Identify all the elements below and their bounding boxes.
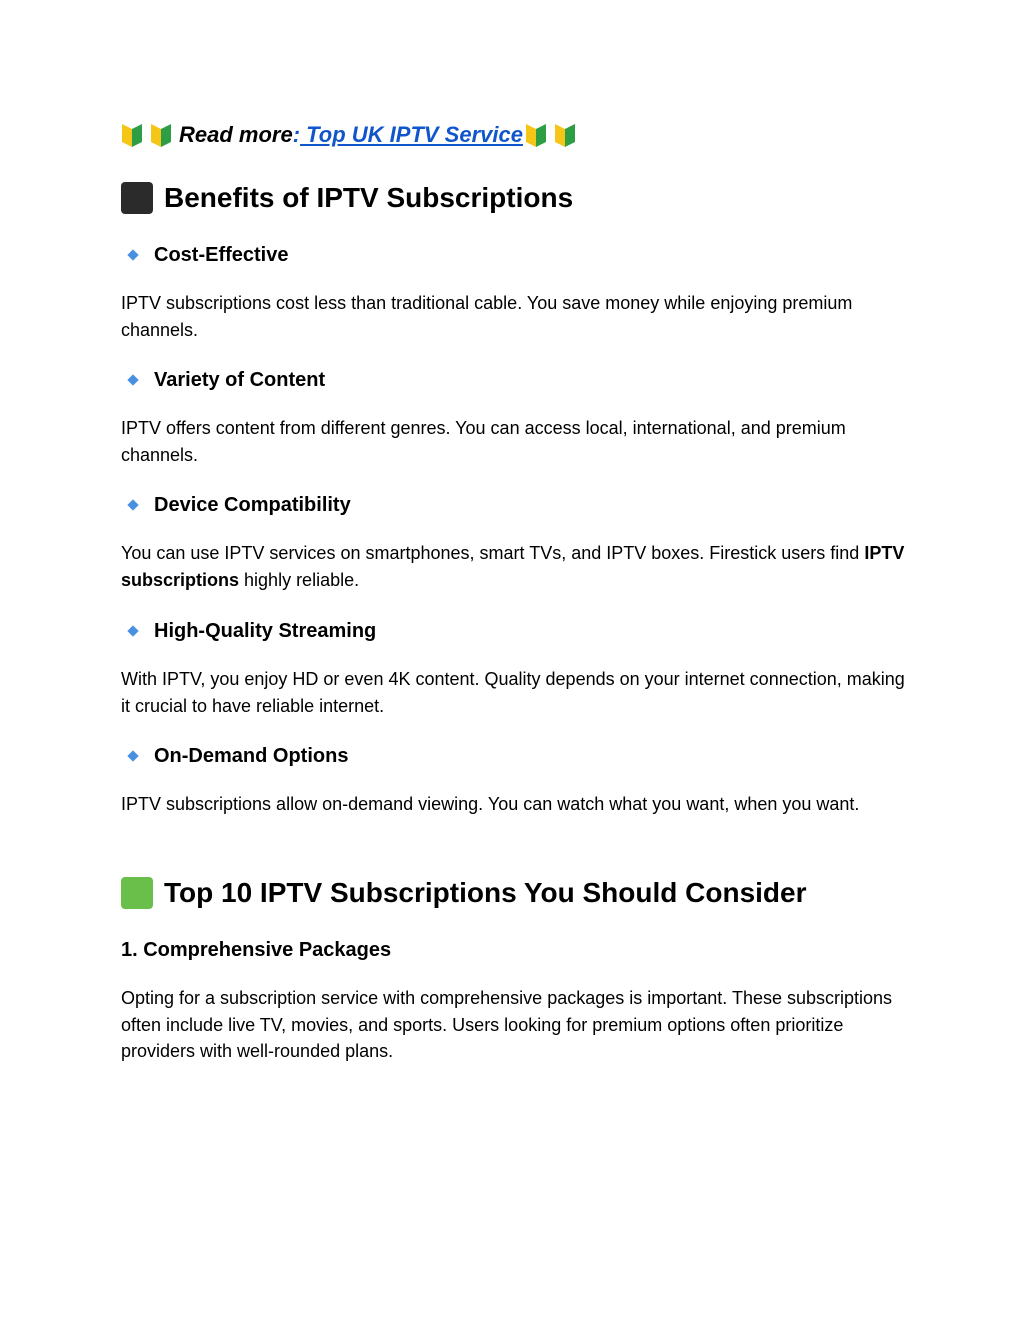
top10-item-paragraph: Opting for a subscription service with comprehensive packages is important. These subscriptions often include live TV, movies, and sports. Users looking for premium options often prioritize providers with well-rounded plans. [121,988,893,1061]
read-more-label: Read more [179,122,293,147]
benefit-paragraph [121,540,911,593]
green-square-icon [121,877,153,909]
black-square-icon [121,182,153,214]
benefit-title-text: Cost-Effective [154,244,289,266]
benefit-title-text: Device Compatibility [154,494,351,516]
benefit-title [121,619,376,643]
read-more-line [121,118,583,152]
top10-item-title: 1. Comprehensive Packages [121,939,392,961]
benefit-paragraph: IPTV subscriptions allow on-demand viewing. You can watch what you want, when you want. [121,794,860,814]
beginner-symbol-icon [525,122,547,148]
top10-heading [121,876,807,910]
top-uk-iptv-service-link[interactable]: Top UK IPTV Service [300,122,523,147]
benefit-title-text: High-Quality Streaming [154,620,377,642]
top10-heading-text: Top 10 IPTV Subscriptions You Should Consider [164,877,807,908]
benefit-title-text: On-Demand Options [154,745,349,767]
benefit-paragraph: IPTV offers content from different genres. You can access local, international, and premium channels. [121,418,846,465]
blue-diamond-icon [127,750,138,761]
benefit-paragraph: With IPTV, you enjoy HD or even 4K content. Quality depends on your internet connection, making it crucial to have reliable internet. [121,669,905,716]
benefit-title [121,744,348,768]
blue-diamond-icon [127,249,138,260]
beginner-symbol-icon [150,122,172,148]
read-more-colon: : [292,122,301,147]
blue-diamond-icon [127,374,138,385]
benefits-heading-text: Benefits of IPTV Subscriptions [164,182,574,213]
benefit-title-text: Variety of Content [154,369,326,391]
blue-diamond-icon [127,499,138,510]
benefit-text-part: highly reliable. [239,569,360,590]
benefit-title [121,493,351,517]
benefit-title [121,368,325,392]
benefit-paragraph: IPTV subscriptions cost less than traditional cable. You save money while enjoying premium channels. [121,293,853,340]
benefit-bold-keyword: IPTV subscriptions [121,543,905,590]
beginner-symbol-icon [121,122,143,148]
benefits-heading [121,181,573,215]
benefit-text-part: You can use IPTV services on smartphones, smart TVs, and IPTV boxes. Firestick users find [121,543,865,563]
beginner-symbol-icon [554,122,576,148]
benefit-title [121,243,288,267]
blue-diamond-icon [127,625,138,636]
